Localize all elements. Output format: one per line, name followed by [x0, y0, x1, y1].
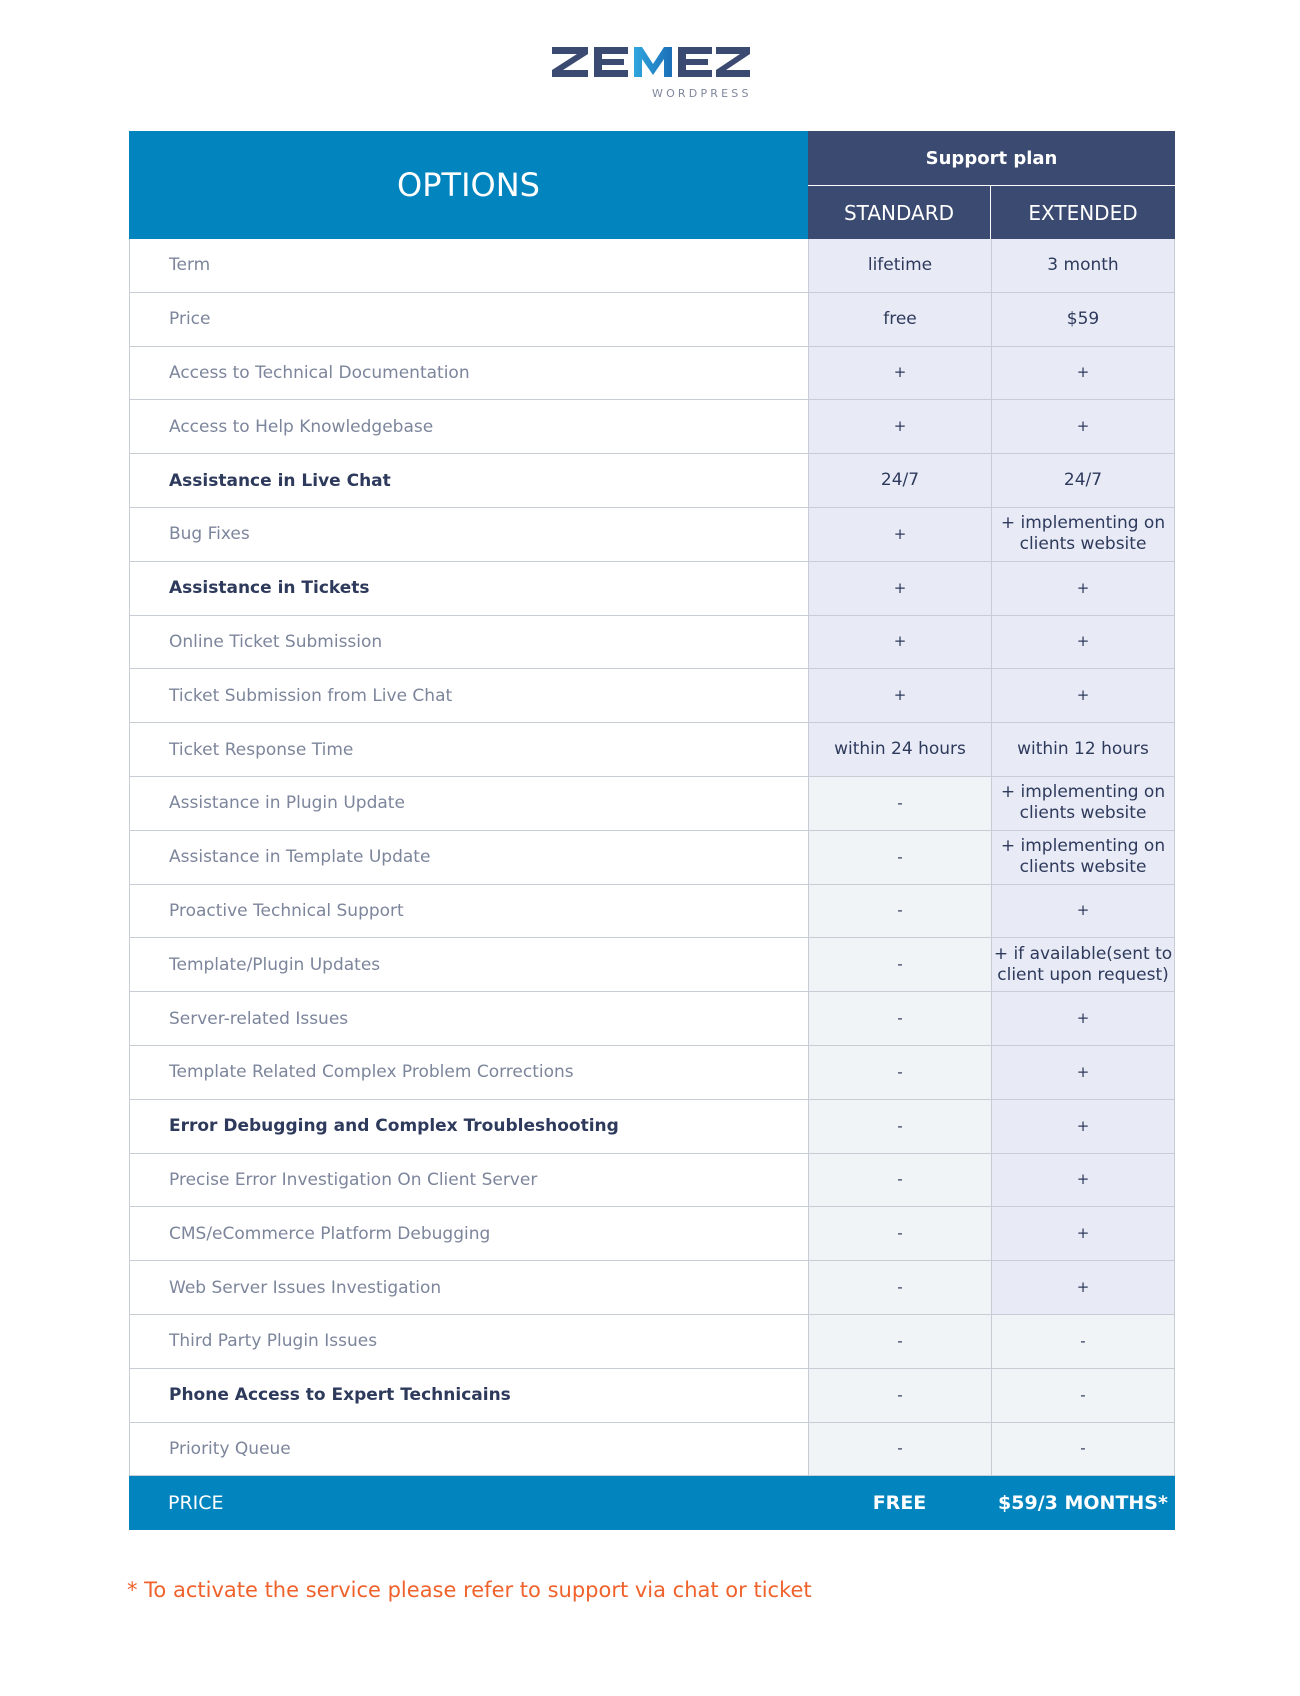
table-row — [129, 1046, 1175, 1100]
option-label: Assistance in Template Update — [129, 831, 808, 884]
option-label: Precise Error Investigation On Client Server — [129, 1154, 808, 1207]
table-row — [129, 1154, 1175, 1208]
option-label: Proactive Technical Support — [129, 885, 808, 938]
table-row — [129, 1207, 1175, 1261]
standard-value: + — [808, 562, 991, 615]
price-footer-label: PRICE — [168, 1492, 224, 1515]
standard-value: - — [808, 1154, 991, 1207]
table-row — [129, 938, 1175, 992]
extended-value: + — [991, 616, 1175, 669]
option-label: Server-related Issues — [129, 992, 808, 1045]
support-plan-header: Support plan — [808, 131, 1175, 185]
option-label: Template Related Complex Problem Corrections — [129, 1046, 808, 1099]
extended-value: + — [991, 400, 1175, 453]
option-label: Access to Technical Documentation — [129, 347, 808, 400]
price-footer-row — [129, 1476, 1175, 1530]
table-row — [129, 400, 1175, 454]
extended-value: + if available(sent to client upon request) — [991, 938, 1175, 991]
price-footer-standard: FREE — [872, 1492, 927, 1515]
table-row — [129, 1100, 1175, 1154]
extended-value: 24/7 — [991, 454, 1175, 507]
option-label: Web Server Issues Investigation — [129, 1261, 808, 1314]
standard-value: - — [808, 992, 991, 1045]
extended-value: + — [991, 1154, 1175, 1207]
table-row — [129, 723, 1175, 777]
table-row — [129, 293, 1175, 347]
extended-value: - — [991, 1315, 1175, 1368]
option-label: Term — [129, 239, 808, 292]
extended-value: + — [991, 1261, 1175, 1314]
extended-value: + — [991, 1100, 1175, 1153]
standard-value: + — [808, 616, 991, 669]
option-label: Online Ticket Submission — [129, 616, 808, 669]
standard-value: - — [808, 1207, 991, 1260]
standard-value: + — [808, 669, 991, 722]
standard-value: within 24 hours — [808, 723, 991, 776]
table-row — [129, 454, 1175, 508]
table-row — [129, 1369, 1175, 1423]
option-label: Third Party Plugin Issues — [129, 1315, 808, 1368]
standard-value: - — [808, 885, 991, 938]
extended-value: + — [991, 562, 1175, 615]
extended-value: + — [991, 347, 1175, 400]
extended-value: + — [991, 669, 1175, 722]
option-label: CMS/eCommerce Platform Debugging — [129, 1207, 808, 1260]
extended-value: + — [991, 1207, 1175, 1260]
extended-value: + implementing on clients website — [991, 777, 1175, 830]
table-header — [129, 131, 1175, 239]
option-label: Ticket Response Time — [129, 723, 808, 776]
activation-note: * To activate the service please refer to support via chat or ticket — [127, 1578, 812, 1602]
standard-value: + — [808, 508, 991, 561]
option-label: Template/Plugin Updates — [129, 938, 808, 991]
extended-value: - — [991, 1423, 1175, 1476]
table-row — [129, 347, 1175, 401]
standard-value: + — [808, 347, 991, 400]
table-row — [129, 616, 1175, 670]
standard-header: STANDARD — [808, 185, 991, 239]
standard-value: 24/7 — [808, 454, 991, 507]
extended-value: 3 month — [991, 239, 1175, 292]
option-label: Phone Access to Expert Technicains — [129, 1369, 808, 1422]
extended-value: + implementing on clients website — [991, 831, 1175, 884]
extended-value: + implementing on clients website — [991, 508, 1175, 561]
standard-value: + — [808, 400, 991, 453]
option-label: Access to Help Knowledgebase — [129, 400, 808, 453]
option-label: Assistance in Tickets — [129, 562, 808, 615]
standard-value: - — [808, 1261, 991, 1314]
extended-value: within 12 hours — [991, 723, 1175, 776]
option-label: Ticket Submission from Live Chat — [129, 669, 808, 722]
table-row — [129, 562, 1175, 616]
table-row — [129, 992, 1175, 1046]
standard-value: free — [808, 293, 991, 346]
table-row — [129, 885, 1175, 939]
option-label: Error Debugging and Complex Troubleshooting — [129, 1100, 808, 1153]
extended-header: EXTENDED — [991, 185, 1175, 239]
brand-logo — [0, 42, 1300, 106]
extended-value: + — [991, 992, 1175, 1045]
table-row — [129, 508, 1175, 562]
extended-value: + — [991, 1046, 1175, 1099]
standard-value: - — [808, 831, 991, 884]
table-row — [129, 1261, 1175, 1315]
option-label: Assistance in Live Chat — [129, 454, 808, 507]
option-label: Price — [129, 293, 808, 346]
extended-value: - — [991, 1369, 1175, 1422]
table-row — [129, 1423, 1175, 1477]
options-header: OPTIONS — [129, 131, 808, 239]
standard-value: - — [808, 1423, 991, 1476]
standard-value: lifetime — [808, 239, 991, 292]
table-body — [129, 239, 1175, 1476]
price-footer-extended: $59/3 MONTHS* — [998, 1492, 1168, 1515]
standard-value: - — [808, 777, 991, 830]
option-label: Bug Fixes — [129, 508, 808, 561]
option-label: Priority Queue — [129, 1423, 808, 1476]
standard-value: - — [808, 1369, 991, 1422]
standard-value: - — [808, 1046, 991, 1099]
support-plan-table — [129, 131, 1175, 1530]
table-row — [129, 1315, 1175, 1369]
table-row — [129, 831, 1175, 885]
option-label: Assistance in Plugin Update — [129, 777, 808, 830]
table-row — [129, 777, 1175, 831]
extended-value: $59 — [991, 293, 1175, 346]
extended-value: + — [991, 885, 1175, 938]
table-row — [129, 669, 1175, 723]
table-row — [129, 239, 1175, 293]
standard-value: - — [808, 1100, 991, 1153]
standard-value: - — [808, 1315, 991, 1368]
brand-subtitle: WORDPRESS — [652, 87, 752, 100]
standard-value: - — [808, 938, 991, 991]
